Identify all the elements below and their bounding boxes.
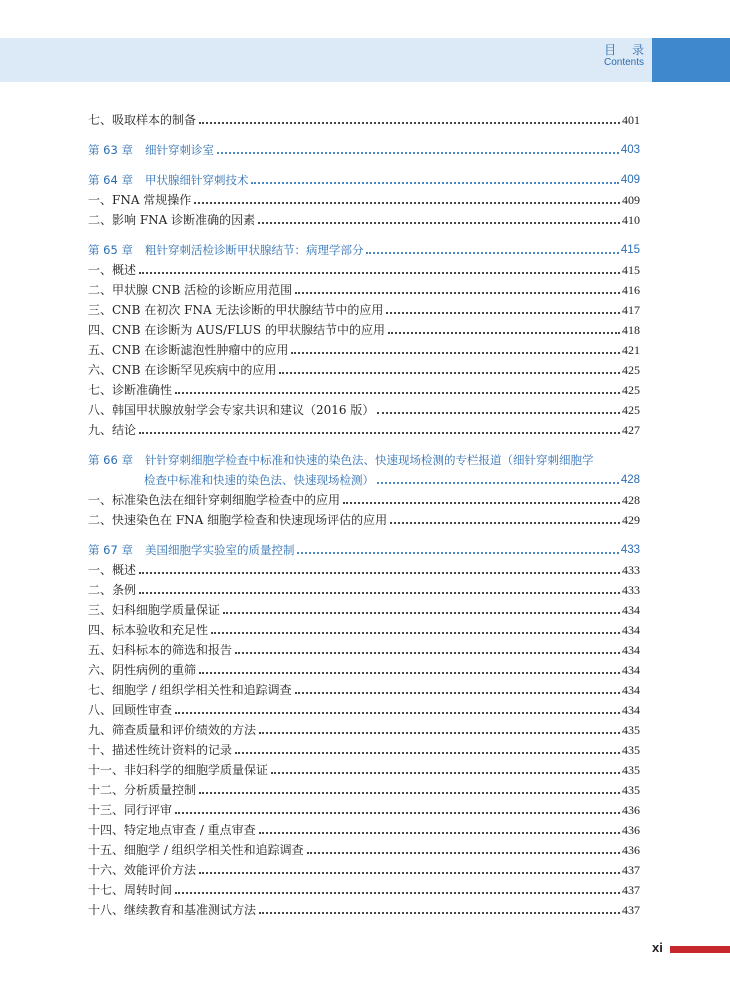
- toc-entry[interactable]: [88, 780, 640, 800]
- chapter-number: 第 65 章: [88, 243, 133, 257]
- dot-leader: [199, 672, 620, 674]
- page-ref: 427: [622, 423, 640, 437]
- page-ref: 415: [620, 244, 640, 256]
- page-ref: 434: [622, 703, 640, 717]
- toc-entry[interactable]: [88, 600, 640, 620]
- toc-entry[interactable]: [88, 860, 640, 880]
- page-ref: 434: [622, 623, 640, 637]
- chapter-number: 第 67 章: [88, 543, 133, 557]
- dot-leader: [139, 592, 620, 594]
- toc-entry[interactable]: [88, 110, 640, 130]
- dot-leader: [307, 852, 620, 854]
- dot-leader: [390, 522, 620, 524]
- page-ref: 425: [622, 383, 640, 397]
- entry-label: 三、CNB 在初次 FNA 无法诊断的甲状腺结节中的应用: [88, 303, 384, 317]
- toc-entry[interactable]: [88, 510, 640, 530]
- page-ref: 436: [622, 803, 640, 817]
- page-ref: 437: [622, 903, 640, 917]
- dot-leader: [199, 122, 620, 124]
- entry-label: 十八、继续教育和基准测试方法: [88, 903, 257, 917]
- toc-entry[interactable]: [88, 280, 640, 300]
- chapter-heading: [88, 240, 363, 260]
- entry-label: 九、筛查质量和评价绩效的方法: [88, 723, 257, 737]
- header-band: [0, 38, 652, 82]
- toc-entry[interactable]: [88, 210, 640, 230]
- toc-entry[interactable]: [88, 820, 640, 840]
- toc-entry[interactable]: [88, 900, 640, 920]
- toc-entry[interactable]: [88, 300, 640, 320]
- toc-entry[interactable]: [88, 740, 640, 760]
- chapter-title-part1: 针针穿刺细胞学检查中标准和快速的染色法、快速现场检测的专栏报道（细针穿刺细胞学: [144, 453, 594, 467]
- dot-leader: [175, 392, 620, 394]
- page-ref: 401: [622, 113, 640, 127]
- page-ref: 434: [622, 643, 640, 657]
- entry-label: 七、诊断准确性: [88, 383, 173, 397]
- page-ref: 435: [622, 743, 640, 757]
- dot-leader: [211, 632, 620, 634]
- page-ref: 437: [622, 883, 640, 897]
- dot-leader: [199, 792, 620, 794]
- entry-label: 九、结论: [88, 423, 137, 437]
- entry-label: 八、韩国甲状腺放射学会专家共识和建议（2016 版）: [88, 403, 375, 417]
- toc-entry[interactable]: [88, 400, 640, 420]
- dot-leader: [291, 352, 620, 354]
- entry-label: 二、快速染色在 FNA 细胞学检查和快速现场评估的应用: [88, 513, 388, 527]
- chapter-number: 第 66 章: [88, 453, 133, 467]
- dot-leader: [295, 692, 620, 694]
- entry-label: 四、标本验收和充足性: [88, 623, 209, 637]
- entry-label: 二、条例: [88, 583, 137, 597]
- page-number-bar: [670, 946, 730, 953]
- dot-leader: [271, 772, 620, 774]
- toc-entry[interactable]: [88, 720, 640, 740]
- toc-chapter-line2[interactable]: [88, 470, 640, 490]
- chapter-heading: [88, 170, 248, 190]
- chapter-title: 甲状腺细针穿刺技术: [144, 173, 249, 187]
- toc-entry[interactable]: [88, 560, 640, 580]
- entry-label: 四、CNB 在诊断为 AUS/FLUS 的甲状腺结节中的应用: [88, 323, 385, 337]
- chapter-number: 第 64 章: [88, 173, 133, 187]
- dot-leader: [377, 412, 620, 414]
- page-ref: 433: [620, 544, 640, 556]
- toc-chapter-entry[interactable]: [88, 170, 640, 190]
- toc-gap: [88, 530, 640, 540]
- toc-entry[interactable]: [88, 320, 640, 340]
- dot-leader: [235, 652, 620, 654]
- page-ref: 409: [620, 174, 640, 186]
- page-ref: 409: [622, 193, 640, 207]
- dot-leader: [259, 912, 620, 914]
- page-ref: 425: [622, 403, 640, 417]
- page-ref: 421: [622, 343, 640, 357]
- entry-label: 十一、非妇科学的细胞学质量保证: [88, 763, 269, 777]
- toc-chapter-entry[interactable]: [88, 140, 640, 160]
- toc-entry[interactable]: [88, 490, 640, 510]
- table-of-contents: [88, 110, 640, 920]
- dot-leader: [175, 812, 620, 814]
- entry-label: 十六、效能评价方法: [88, 863, 197, 877]
- dot-leader: [217, 152, 619, 154]
- entry-label: 十三、同行评审: [88, 803, 173, 817]
- dot-leader: [377, 482, 619, 484]
- entry-label: 一、标准染色法在细针穿刺细胞学检查中的应用: [88, 493, 341, 507]
- header-accent-tab: [652, 38, 730, 82]
- dot-leader: [235, 752, 620, 754]
- toc-entry[interactable]: [88, 700, 640, 720]
- chapter-title-part2: 检查中标准和快速的染色法、快速现场检测）: [144, 473, 374, 487]
- toc-entry[interactable]: [88, 680, 640, 700]
- page-ref: 410: [622, 213, 640, 227]
- dot-leader: [199, 872, 620, 874]
- dot-leader: [388, 332, 620, 334]
- toc-gap: [88, 230, 640, 240]
- dot-leader: [297, 552, 618, 554]
- toc-entry[interactable]: [88, 800, 640, 820]
- page-ref: 417: [622, 303, 640, 317]
- dot-leader: [259, 832, 620, 834]
- toc-entry[interactable]: [88, 360, 640, 380]
- dot-leader: [175, 892, 620, 894]
- page-ref: 403: [620, 144, 640, 156]
- dot-leader: [139, 572, 620, 574]
- page-ref: 435: [622, 723, 640, 737]
- chapter-title: 美国细胞学实验室的质量控制: [144, 543, 295, 557]
- page-ref: 428: [622, 493, 640, 507]
- toc-chapter-entry[interactable]: [88, 240, 640, 260]
- toc-entry[interactable]: [88, 340, 640, 360]
- page-ref: 434: [622, 663, 640, 677]
- entry-label: 七、细胞学 / 组织学相关性和追踪调查: [88, 683, 292, 697]
- page-ref: 436: [622, 843, 640, 857]
- dot-leader: [251, 182, 618, 184]
- toc-entry[interactable]: [88, 840, 640, 860]
- toc-gap: [88, 440, 640, 450]
- page-ref: 429: [622, 513, 640, 527]
- page-ref: 425: [622, 363, 640, 377]
- entry-label: 十七、周转时间: [88, 883, 173, 897]
- entry-label: 一、概述: [88, 263, 137, 277]
- toc-entry[interactable]: [88, 620, 640, 640]
- chapter-heading: [88, 540, 294, 560]
- page-ref: 416: [622, 283, 640, 297]
- entry-label: 二、影响 FNA 诊断准确的因素: [88, 213, 256, 227]
- entry-label: 六、阴性病例的重筛: [88, 663, 197, 677]
- dot-leader: [295, 292, 620, 294]
- toc-gap: [88, 160, 640, 170]
- dot-leader: [194, 202, 620, 204]
- dot-leader: [175, 712, 620, 714]
- page-title-cn: 目 录: [604, 43, 650, 57]
- page-ref: 433: [622, 583, 640, 597]
- toc-entry[interactable]: [88, 580, 640, 600]
- page-ref: 433: [622, 563, 640, 577]
- dot-leader: [223, 612, 620, 614]
- page-number: xi: [652, 940, 663, 955]
- page-ref: 415: [622, 263, 640, 277]
- entry-label: 五、妇科标本的筛选和报告: [88, 643, 233, 657]
- entry-label: 六、CNB 在诊断罕见疾病中的应用: [88, 363, 277, 377]
- entry-label: 十四、特定地点审查 / 重点审查: [88, 823, 256, 837]
- dot-leader: [259, 732, 620, 734]
- dot-leader: [343, 502, 620, 504]
- toc-entry[interactable]: [88, 420, 640, 440]
- entry-label: 二、甲状腺 CNB 活检的诊断应用范围: [88, 283, 293, 297]
- entry-label: 十二、分析质量控制: [88, 783, 197, 797]
- page-ref: 418: [622, 323, 640, 337]
- page-ref: 436: [622, 823, 640, 837]
- entry-label: 十五、细胞学 / 组织学相关性和追踪调查: [88, 843, 304, 857]
- entry-label: 三、妇科细胞学质量保证: [88, 603, 221, 617]
- toc-chapter-entry[interactable]: [88, 540, 640, 560]
- entry-label: 十、描述性统计资料的记录: [88, 743, 233, 757]
- chapter-number: 第 63 章: [88, 143, 133, 157]
- page-ref: 434: [622, 603, 640, 617]
- toc-entry[interactable]: [88, 880, 640, 900]
- dot-leader: [386, 312, 620, 314]
- toc-gap: [88, 130, 640, 140]
- dot-leader: [279, 372, 620, 374]
- toc-entry[interactable]: [88, 190, 640, 210]
- chapter-title: 细针穿刺诊室: [144, 143, 214, 157]
- page-ref: 428: [620, 474, 640, 486]
- page-ref: 435: [622, 783, 640, 797]
- toc-entry[interactable]: [88, 260, 640, 280]
- page-ref: 437: [622, 863, 640, 877]
- page-ref: 434: [622, 683, 640, 697]
- toc-entry[interactable]: [88, 640, 640, 660]
- dot-leader: [139, 432, 620, 434]
- toc-chapter-line1[interactable]: [88, 450, 640, 470]
- entry-label: 一、概述: [88, 563, 137, 577]
- toc-entry[interactable]: [88, 660, 640, 680]
- dot-leader: [139, 272, 620, 274]
- entry-label: 七、吸取样本的制备: [88, 113, 197, 127]
- page-title-en: Contents: [603, 57, 644, 69]
- entry-label: 五、CNB 在诊断滤泡性肿瘤中的应用: [88, 343, 289, 357]
- chapter-title: 粗针穿刺活检诊断甲状腺结节：病理学部分: [144, 243, 364, 257]
- toc-entry[interactable]: [88, 760, 640, 780]
- dot-leader: [366, 252, 618, 254]
- chapter-heading: [88, 140, 214, 160]
- dot-leader: [258, 222, 620, 224]
- page-title: [603, 43, 650, 69]
- page-ref: 435: [622, 763, 640, 777]
- toc-entry[interactable]: [88, 380, 640, 400]
- entry-label: 一、FNA 常规操作: [88, 193, 192, 207]
- entry-label: 八、回顾性审查: [88, 703, 173, 717]
